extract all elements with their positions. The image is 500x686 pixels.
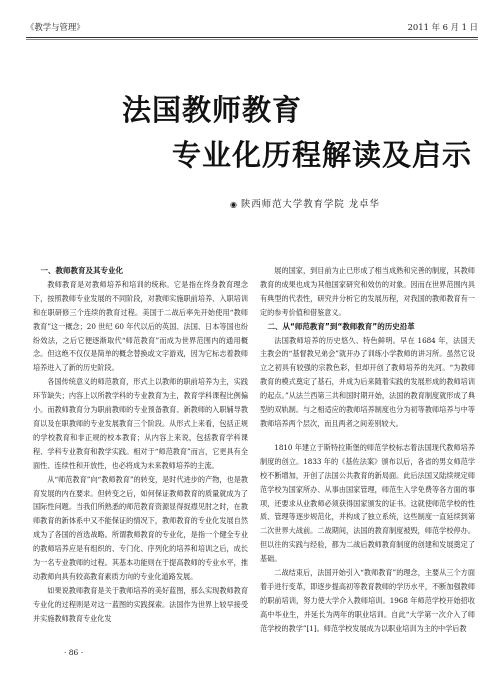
byline <box>230 196 380 210</box>
paragraph: 二战结束后，法国开始引入“教师教育”的理念，主要从三个方面着手进行变革，即逐步提高初等教育教师的学历水平，不断加强教师的职前培训，努力使大学介入教师培训。1968 年师范学校开始招收高中毕业生，并延长为两年的职业培训。自此“大学第一次介入了师范学校的教学”[1]。师范学校发展成为以职业培训为主的中学后教 <box>260 568 475 633</box>
page-number: · 86 · <box>64 648 84 657</box>
header-rule <box>26 37 478 38</box>
paragraph: 法国教师培养的历史悠久、特色鲜明。早在 1684 年，法国天主教会的“基督教兄弟会”就开办了训练小学教师的讲习所。虽然它设立之初具有较强的宗教色彩，但却开创了教师培养的先河。“为教师教育的模式奠定了基石，并成为后来随着实践的发展形成的教师培训的起点。”从法兰西第三共和国时期开始，法国的教育制度就形成了典型的双轨制。与之相适应的教师培养制度也分为初等教师培养与中等教师培养两个层次，而且两者之间差别较大。 <box>260 335 475 428</box>
paragraph-gap <box>260 431 475 441</box>
journal-name: 《教学与管理》 <box>26 22 85 32</box>
header-rule-thin <box>26 39 478 40</box>
paragraph: 从“师范教育”向“教师教育”的转变，是时代进步的产物，也是教育发展的内在要求。但转变之后，如何保证教师教育的质量就成为了国际性问题。当我们所熟悉的师范教育资源显得捉襟见肘之时，在教师教育的新体系中又不能保证的情况下，教师教育的专业化发展自然成为了各国的首选战略。所谓教师教育的专业化，是指一个健全专业的教师培养应是有组织的、专门化、序列化的培养和培训之后，成长为一名专业教师的过程。其基本功能则在于提高教师的专业水平，推动教师向具有较高教育素质方向的专业化道路发展。 <box>33 474 248 581</box>
article-title-line1: 法国教师教育 <box>122 93 303 127</box>
paragraph: 如果说教师教育是关于教师培养的美好蓝图，那么实现教师教育专业化的过程则是对这一蓝图的实践探索。法国作为世界上较早接受并实施教师教育专业化发 <box>33 585 248 623</box>
paragraph: 1810 年建立于斯特拉斯堡的师范学校标志着法国现代教师培养制度的创立。1833 年的《基佐法案》颁布以后，各省的男女师范学校不断增加，开创了法国公共教育的新局面。此后法国又陆续规定师范学校为国家所办、从事由国家管理，师范生入学免费等各方面的事项，还要求从业教师必须获得国家颁发的证书。这就使师范学校的性质、管理等逐步规范化，并构成了独立系统，这些制度一直延续到第二次世界大战前。二战期间，法国的教育制度被毁，师范学校停办。但以往的实践与经验，都为二战后教师教育制度的创建和发展奠定了基础。 <box>260 442 475 564</box>
paragraph: 各国传统意义的师范教育，形式上以教师的职前培养为主，实践环节缺失；内容上以所教学科的专业教育为主，教育学科课程比例偏小。而教师教育分为职前教师的专业预备教育、新教师的入职辅导教育以及在职教师的专业发展教育三个阶段。从形式上来看，包括正规的学校教育和非正规的校本教育；从内容上来说，包括教育学科课程、学科专业教育和教学实践。相对于“师范教育”而言，它更具有全面性、连续性和开放性，也必将成为未来教师培养的主流。 <box>33 377 248 470</box>
right-column <box>260 264 475 636</box>
byline-marker-icon: ◉ <box>230 200 238 209</box>
running-header <box>26 19 478 35</box>
article-title-line2: 专业化历程解读及启示 <box>172 138 473 172</box>
section-heading-1: 一、教师教育及其专业化 <box>40 266 123 275</box>
author-affiliation: 陕西师范大学教育学院 龙卓华 <box>240 199 380 210</box>
paragraph: 展的国家，到目前为止已形成了相当成熟和完善的制度，其教师教育的成果也成为其他国家研究和效仿的对象。因而在世界范围内具有典型的代表性，研究并分析它的发展历程，对我国的教师教育有一定的参考价值和借鉴意义。 <box>260 266 475 317</box>
issue-date: 2011 年 6 月 1 日 <box>407 22 478 32</box>
left-column <box>33 264 248 626</box>
section-heading-2: 二、从“师范教育”到“教师教育”的历史沿革 <box>267 321 415 331</box>
paragraph: 教师教育是对教师培养和培训的统称。它是指在终身教育理念下，按照教师专业发展的不同阶段，对教师实施职前培养、入职培训和在职研修三个连续的教育过程。美国于二战后率先开始使用“教师教育”这一概念；20 世纪 60 年代以后的英国、法国、日本等国也纷纷效法，之后它便逐渐取代“师范教育”而成为世界范围内的通用概念。但这绝不仅仅是简单的概念替换或文字游戏，因为它标志着教师培养进入了新的历史阶段。 <box>33 279 248 373</box>
